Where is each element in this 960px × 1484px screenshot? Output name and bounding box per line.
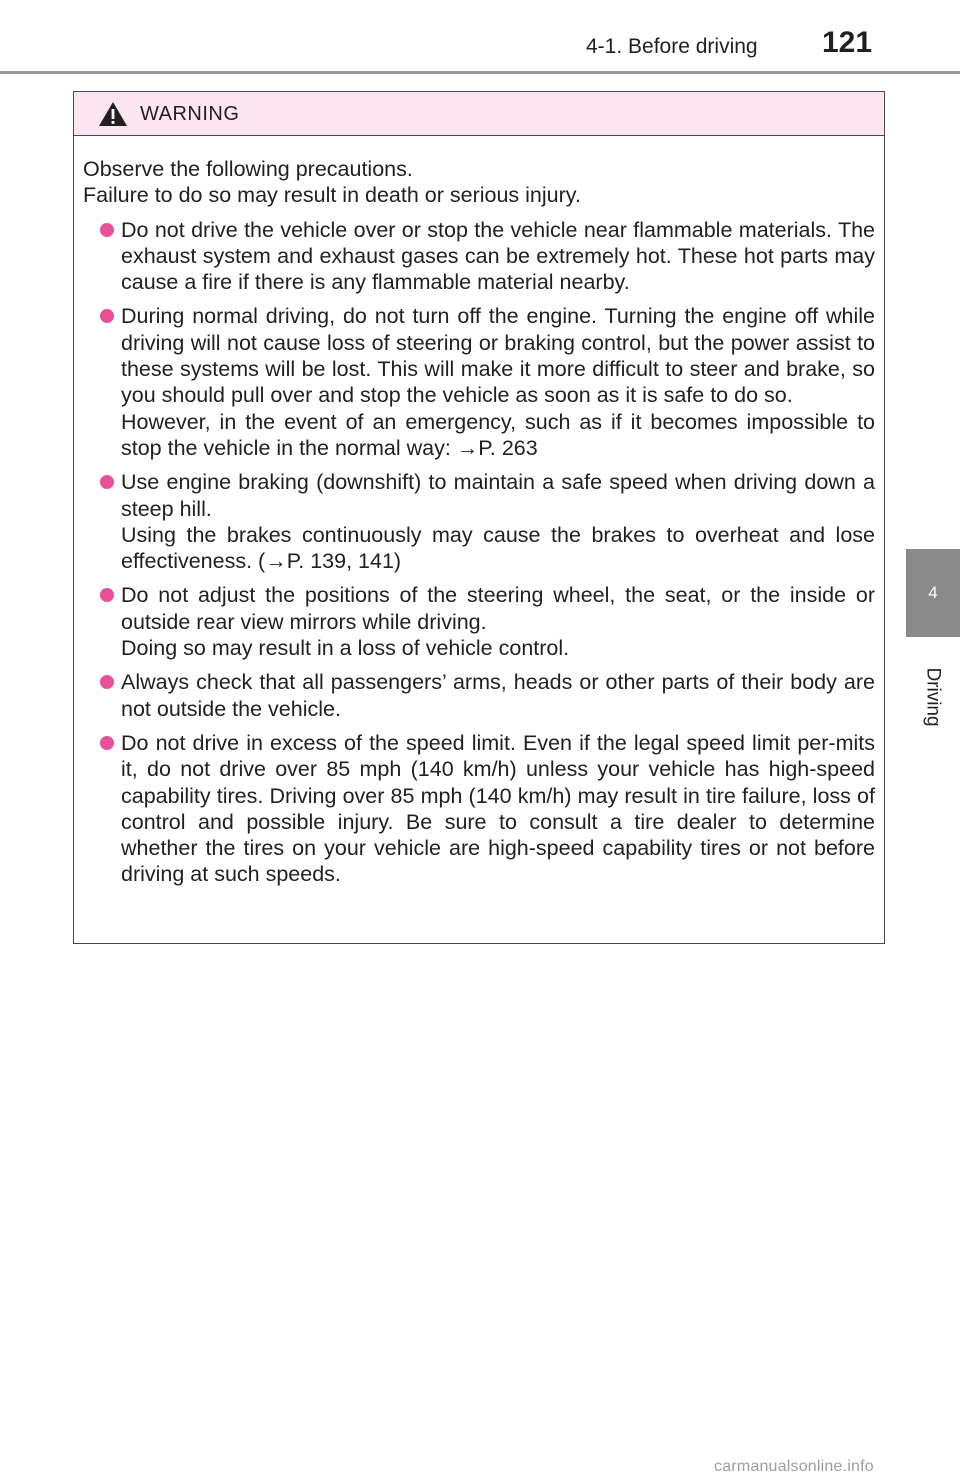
bullet-text: However, in the event of an emergency, such as if it becomes impossible to stop the vehicle in the normal way: →P. 263 (121, 409, 875, 460)
list-item (83, 730, 875, 888)
bullet-dot-icon (100, 309, 114, 323)
list-item (83, 582, 875, 661)
list-item (83, 303, 875, 461)
bullet-text: Do not drive in excess of the speed limit. Even if the legal speed limit per-mits it, do not drive over 85 mph (140 km/h) unless your vehicle has high-speed capability tires. Driving over 85 mph (140 km/h) may result in tire failure, loss of control and possible injury. Be sure to consult a tire dealer to determine whether the tires on your vehicle are high-speed capability tires or not before driving at such speeds. (121, 730, 875, 887)
list-item (83, 217, 875, 296)
list-item (83, 469, 875, 574)
bullet-text: During normal driving, do not turn off the engine. Turning the engine off while driving will not cause loss of steering or braking control, but the power assist to these systems will be lost. This will make it more difficult to steer and brake, so you should pull over and stop the vehicle as soon as it is safe to do so. (121, 304, 875, 408)
bullet-text: Always check that all passengers’ arms, heads or other parts of their body are not outside the vehicle. (121, 670, 875, 721)
bullet-dot-icon (100, 475, 114, 489)
watermark: carmanualsonline.info (714, 1458, 874, 1475)
page-number: 121 (822, 26, 873, 59)
bullet-text: Use engine braking (downshift) to maintain a safe speed when driving down a steep hill. (121, 470, 875, 521)
list-item (83, 669, 875, 722)
intro-line: Observe the following precautions. (83, 157, 413, 181)
bullet-dot-icon (100, 675, 114, 689)
bullet-text: Do not drive the vehicle over or stop the vehicle near flammable materials. The exhaust system and exhaust gases can be extremely hot. These hot parts may cause a fire if there is any flammable material nearby. (121, 217, 875, 295)
bullet-text: Using the brakes continuously may cause the brakes to overheat and lose effectiveness. (→P. 139, 141) (121, 522, 875, 574)
warning-title: WARNING (140, 102, 240, 125)
section-title: 4-1. Before driving (586, 35, 758, 58)
bullet-text: Do not adjust the positions of the steering wheel, the seat, or the inside or outside rear view mirrors while driving. (121, 583, 875, 634)
warning-triangle-icon (98, 101, 128, 127)
bullet-dot-icon (100, 736, 114, 750)
bullet-text: Doing so may result in a loss of vehicle control. (121, 636, 570, 661)
chapter-label (906, 637, 960, 757)
bullet-dot-icon (100, 588, 114, 602)
intro-line: Failure to do so may result in death or serious injury. (83, 183, 581, 208)
chapter-name: Driving (923, 667, 944, 727)
chapter-tab[interactable]: 4 (906, 549, 960, 637)
bullet-dot-icon (100, 223, 114, 237)
precaution-list (83, 217, 875, 888)
warning-header (74, 92, 884, 136)
warning-body (74, 136, 884, 888)
warning-box (73, 91, 885, 944)
header-divider (0, 71, 960, 74)
